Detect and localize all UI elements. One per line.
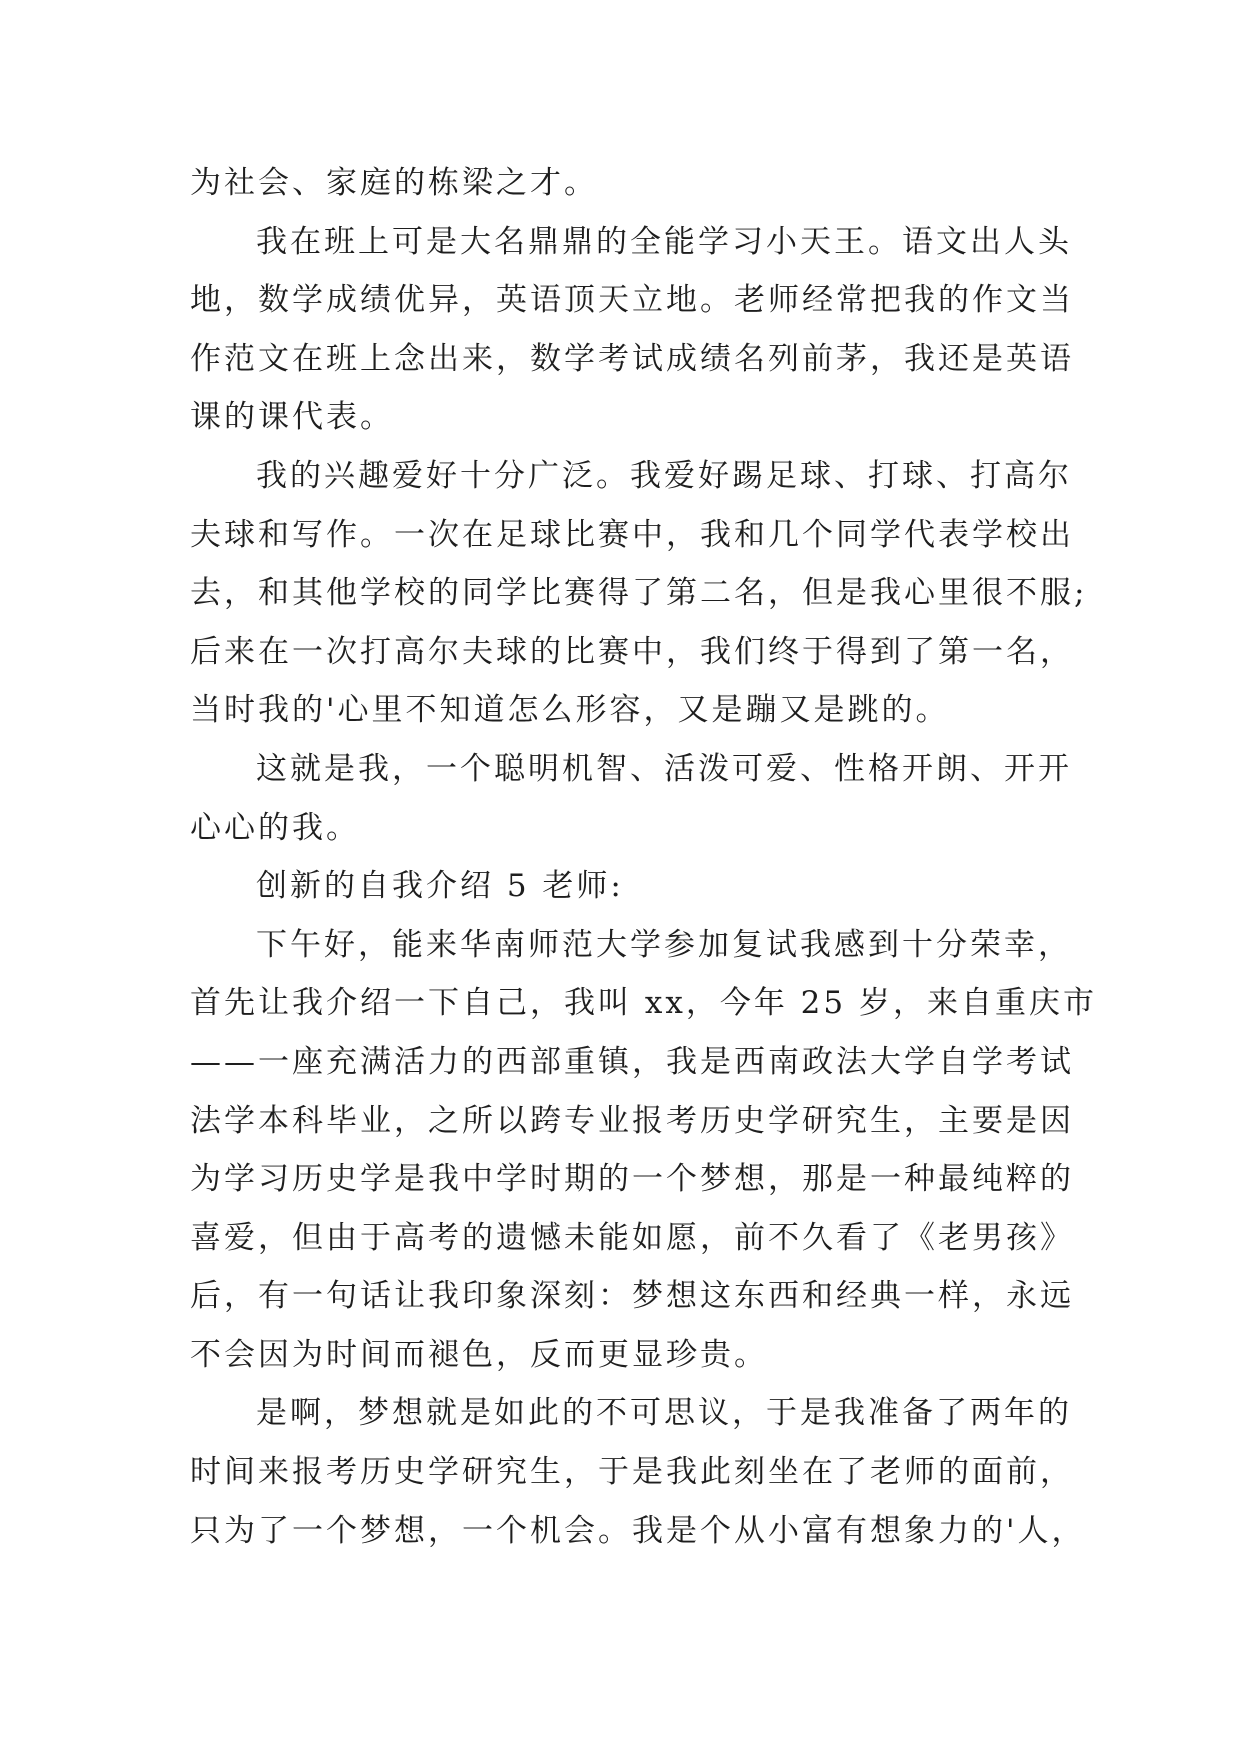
text-line: 我的兴趣爱好十分广泛。我爱好踢足球、打球、打高尔 [256, 457, 1072, 494]
text-line: 这就是我，一个聪明机智、活泼可爱、性格开朗、开开 [256, 750, 1072, 787]
text-line: 只为了一个梦想，一个机会。我是个从小富有想象力的'人， [190, 1512, 1086, 1549]
text-line: 时间来报考历史学研究生，于是我此刻坐在了老师的面前， [190, 1454, 1074, 1491]
text-line: 课的课代表。 [190, 399, 394, 436]
text-line: 当时我的'心里不知道怎么形容，又是蹦又是跳的。 [190, 692, 950, 729]
text-line: 地，数学成绩优异，英语顶天立地。老师经常把我的作文当 [190, 282, 1074, 319]
section-heading: 创新的自我介绍 5 老师: [256, 868, 624, 905]
text-line: 是啊，梦想就是如此的不可思议，于是我准备了两年的 [256, 1395, 1072, 1432]
text-line: 后，有一句话让我印象深刻：梦想这东西和经典一样，永远 [190, 1278, 1074, 1315]
text-line: 去，和其他学校的同学比赛得了第二名，但是我心里很不服; [190, 575, 1088, 612]
body-text [190, 154, 1097, 1560]
text-line: ——一座充满活力的西部重镇，我是西南政法大学自学考试 [190, 1043, 1074, 1080]
text-line: 法学本科毕业，之所以跨专业报考历史学研究生，主要是因 [190, 1102, 1074, 1139]
text-line: 为社会、家庭的栋梁之才。 [190, 165, 598, 201]
text-line: 下午好，能来华南师范大学参加复试我感到十分荣幸， [256, 926, 1072, 963]
text-line: 后来在一次打高尔夫球的比赛中，我们终于得到了第一名， [190, 633, 1074, 670]
text-line: 不会因为时间而褪色，反而更显珍贵。 [190, 1336, 768, 1373]
text-line: 喜爱，但由于高考的遗憾未能如愿，前不久看了《老男孩》 [190, 1219, 1074, 1256]
text-line: 作范文在班上念出来，数学考试成绩名列前茅，我还是英语 [190, 340, 1074, 377]
text-line: 首先让我介绍一下自己，我叫 xx，今年 25 岁，来自重庆市 [190, 985, 1097, 1022]
text-line: 我在班上可是大名鼎鼎的全能学习小天王。语文出人头 [256, 223, 1072, 260]
text-line: 心心的我。 [190, 809, 360, 846]
text-line: 为学习历史学是我中学时期的一个梦想，那是一种最纯粹的 [190, 1161, 1074, 1198]
text-line: 夫球和写作。一次在足球比赛中，我和几个同学代表学校出 [190, 516, 1074, 553]
